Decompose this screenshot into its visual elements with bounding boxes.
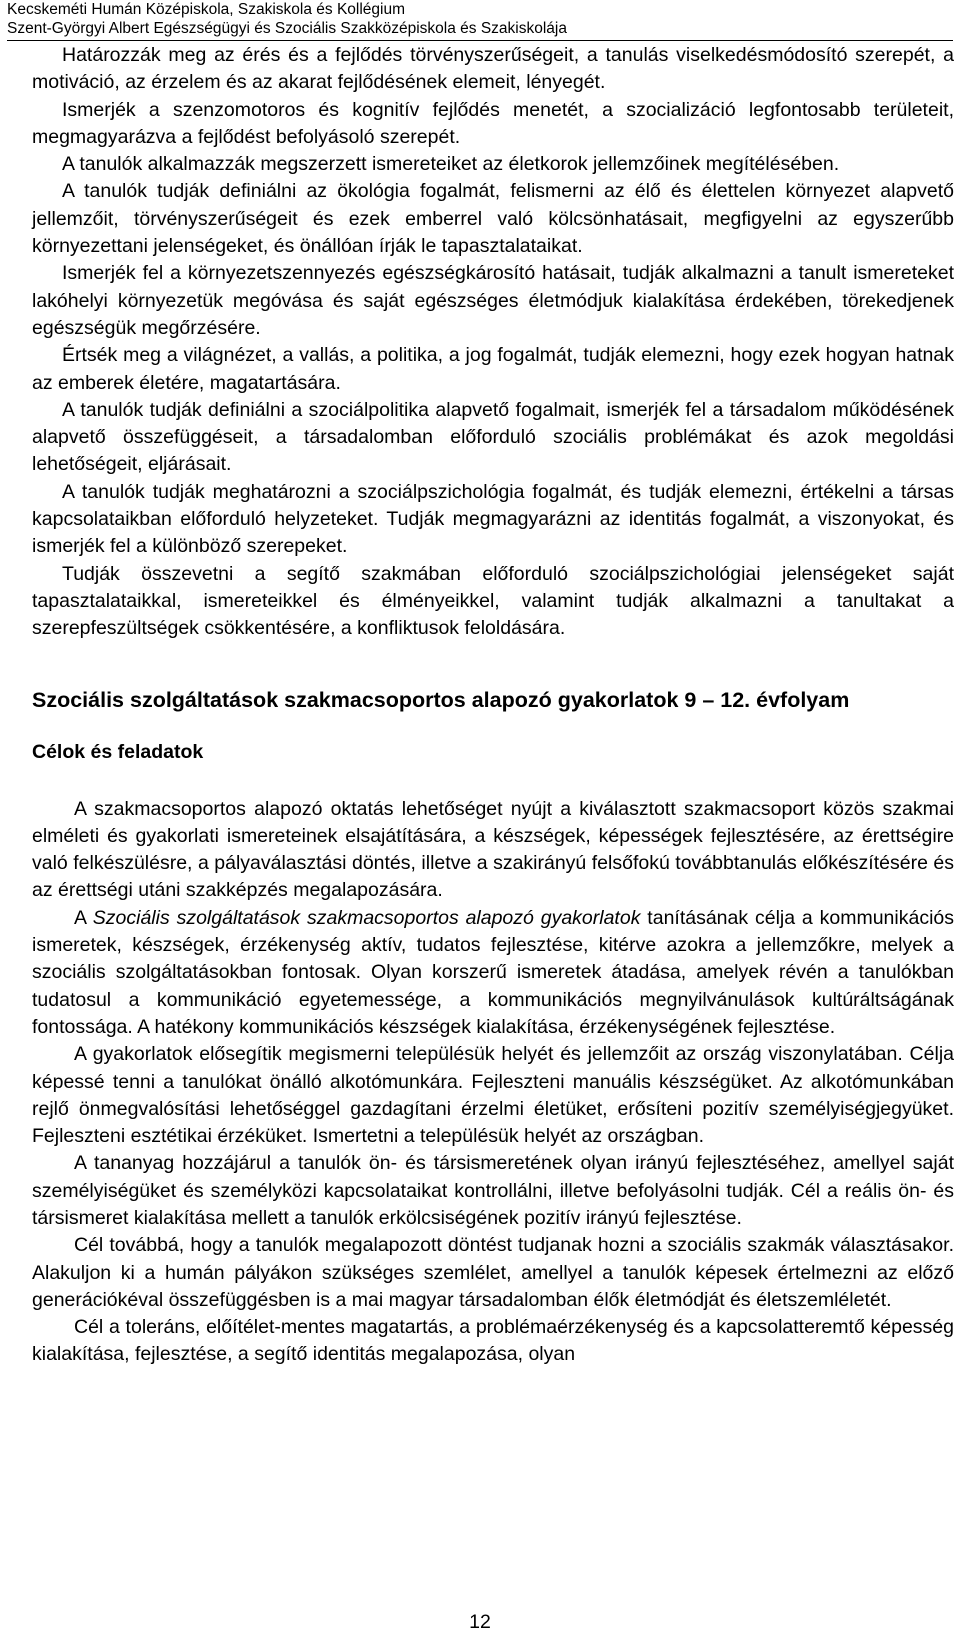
paragraph: Cél a toleráns, előítélet-mentes magatartás, a problémaérzékenység és a kapcsolatteremtő képesség kialakítása, fejlesztése, a segítő identitás megalapozása, olyan [32,1316,954,1366]
paragraph [32,905,954,1041]
header-school-name: Kecskeméti Humán Középiskola, Szakiskola és Kollégium [7,1,406,18]
paragraph: A tanulók alkalmazzák megszerzett ismereteiket az életkorok jellemzőinek megítélésében. [62,153,840,176]
paragraph-lead: A [74,906,93,929]
header-school-subtitle: Szent-Györgyi Albert Egészségügyi és Szociális Szakközépiskola és Szakiskolája [7,20,567,37]
paragraph: Tudják összevetni a segítő szakmában előforduló szociálpszichológiai jelenségeket saját tapasztalataikkal, ismereteikkel és élményeikkel, valamint tudják alkalmazni a tanultakat a szerepfeszültségek csökkentésére, a konfliktusok feloldására. [32,562,954,640]
page-header [7,0,953,41]
paragraph: Cél továbbá, hogy a tanulók megalapozott döntést tudjanak hozni a szociális szakmák választásakor. Alakuljon ki a humán pályákon szükséges szemlélet, amellyel a tanulók képesek értelmezni az előző generációkéval összefüggésben is a mai magyar társadalomban élők életmódját és életszemléletét. [32,1234,954,1311]
page-number: 12 [469,1611,491,1633]
document-body [32,42,954,1369]
paragraph: Ismerjék a szenzomotoros és kognitív fejlődés menetét, a szocializáció legfontosabb területeit, megmagyarázva a fejlődést befolyásoló szerepét. [32,98,954,148]
course-name-italic: Szociális szolgáltatások szakmacsoportos alapozó gyakorlatok [92,906,641,929]
paragraph: A szakmacsoportos alapozó oktatás lehetőséget nyújt a kiválasztott szakmacsoport közös szakmai elméleti és gyakorlati ismereteinek elsajátítására, a készségek, képességek fejlesztésére, az érettségire való felkészülésre, a pályaválasztási döntés, illetve a szakirányú felsőfokú továbbtanulás előkészítésére és az érettségi utáni szakképzés megalapozására. [32,797,954,902]
paragraph: A gyakorlatok elősegítik megismerni településük helyét és jellemzőit az ország viszonylatában. Célja képessé tenni a tanulókat önálló alkotómunkára. Fejleszteni manuális készségüket. Az alkotómunkában rejlő önmegvalósítási lehetőséggel gazdagítani érzelmi életüket, erősíteni pozitív személyiségjegyüket. Fejleszteni esztétikai érzéküket. Ismertetni a településük helyét az országban. [32,1043,954,1148]
paragraph: A tanulók tudják definiálni az ökológia fogalmát, felismerni az élő és élettelen környezet alapvető jellemzőit, törvényszerűségeit és ezek emberrel való kölcsönhatásait, megfigyelni az egyszerűbb környezettani jelenségeket, és önállóan írják le tapasztalataikat. [32,180,954,258]
sub-title: Célok és feladatok [32,740,204,763]
section-title: Szociális szolgáltatások szakmacsoportos alapozó gyakorlatok 9 – 12. évfolyam [32,687,850,712]
paragraph: Értsék meg a világnézet, a vallás, a politika, a jog fogalmát, tudják elemezni, hogy ezek hogyan hatnak az emberek életére, magatartására. [32,344,954,394]
paragraph: Ismerjék fel a környezetszennyezés egészségkárosító hatásait, tudják alkalmazni a tanult ismereteket lakóhelyi környezetük megóvása és saját egészséges életmódjuk kialakítása érdekében, törekedjenek egészségük megőrzésére. [32,262,954,339]
paragraph: Határozzák meg az érés és a fejlődés törvényszerűségeit, a tanulás viselkedésmódosító szerepét, a motiváció, az érzelem és az akarat fejlődésének elemeit, lényegét. [32,44,954,94]
paragraph: A tanulók tudják definiálni a szociálpolitika alapvető fogalmait, ismerjék fel a társadalom működésének alapvető összefüggéseit, a társadalomban előforduló szociális problémákat és azok megoldási lehetőségeit, eljárásait. [32,398,954,476]
paragraph: A tananyag hozzájárul a tanulók ön- és társismeretének olyan irányú fejlesztéséhez, amellyel saját személyiségüket és személyközi kapcsolataikat kontrollálni, illetve befolyásolni tudják. Cél a reális ön- és társismeret kialakítása mellett a tanulók erkölcsiségének pozitív irányú fejlesztése. [32,1152,954,1229]
paragraph-rest: tanításának célja a kommunikációs ismeretek, készségek, érzékenység aktív, tudatos fejlesztése, kitérve azokra a jellemzőkre, melyek a szociális szolgáltatásokban fontosak. Olyan korszerű ismeretek átadása, amelyek révén a tanulókban tudatosul a kommunikáció egyetemessége, a kommunikációs megnyilvánulások kultúráltságának fontossága. A hatékony kommunikációs készségek kialakítása, érzékenységének fejlesztése. [32,906,954,1038]
paragraph: A tanulók tudják meghatározni a szociálpszichológia fogalmát, és tudják elemezni, értékelni a társas kapcsolataikban előforduló helyzeteket. Tudják megmagyarázni az identitás fogalmát, a viszonyokat, és ismerjék fel a különböző szerepeket. [32,480,954,558]
